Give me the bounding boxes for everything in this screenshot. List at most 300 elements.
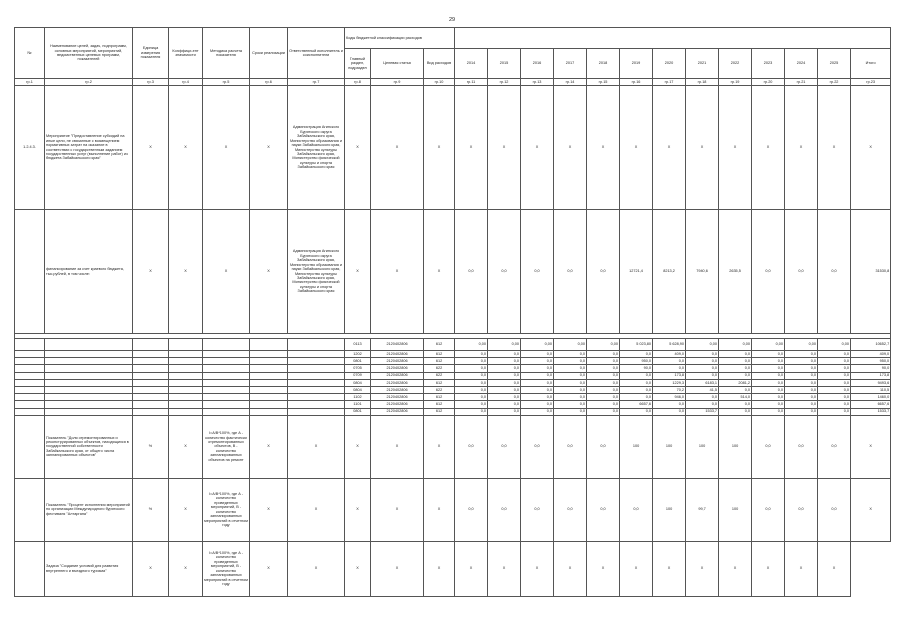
- indicator-1-year-value: 0,0: [455, 415, 488, 478]
- header-resp: Ответственный исполнитель и соисполнители: [288, 28, 345, 79]
- column-number: гр.16: [620, 79, 653, 86]
- indicator-1-method: I=A/B*100%, где А - количество фактически отремонтированных объектов, В - количество запланированных объектов на ремонт: [203, 415, 250, 478]
- cell-empty: [15, 408, 45, 415]
- detail-year-value: 0,0: [488, 401, 521, 408]
- detail-total: 90,0: [851, 365, 891, 372]
- detail-year-value: 5 628,90: [653, 339, 686, 351]
- event-row: [15, 86, 891, 210]
- detail-kind: 612: [424, 408, 455, 415]
- indicator-2-year-value: 0,0: [620, 478, 653, 541]
- cell-x: Х: [719, 541, 752, 596]
- detail-section: 0705: [345, 365, 371, 372]
- indicator-2-year-value: 100: [719, 478, 752, 541]
- detail-year-value: 0,00: [587, 339, 620, 351]
- detail-year-value: 0,0: [587, 372, 620, 379]
- cell-empty: [288, 365, 345, 372]
- cell-x: Х: [345, 210, 371, 334]
- column-number: гр.8: [345, 79, 371, 86]
- header-unit: Единица измерения показателя: [133, 28, 169, 79]
- cell-empty: [133, 408, 169, 415]
- detail-year-value: 0,0: [818, 394, 851, 401]
- column-number: гр.19: [719, 79, 752, 86]
- detail-year-value: 0,0: [587, 365, 620, 372]
- cell-empty: [203, 339, 250, 351]
- detail-year-value: 0,0: [719, 401, 752, 408]
- detail-year-value: 0,0: [752, 372, 785, 379]
- detail-year-value: 0,00: [818, 339, 851, 351]
- column-number: гр.17: [653, 79, 686, 86]
- indicator-1-unit: %: [133, 415, 169, 478]
- detail-year-value: 0,0: [488, 394, 521, 401]
- cell-empty: [169, 372, 203, 379]
- detail-year-value: 0,0: [554, 379, 587, 386]
- indicator-2-year-value: 0,0: [455, 478, 488, 541]
- cell-x: Х: [587, 86, 620, 210]
- cell-empty: [169, 351, 203, 358]
- cell-empty: [203, 408, 250, 415]
- detail-year-value: 1229,3: [653, 379, 686, 386]
- detail-year-value: 90,0: [620, 365, 653, 372]
- column-number: гр.23: [851, 79, 891, 86]
- detail-section: 1202: [345, 351, 371, 358]
- detail-row: [15, 351, 891, 358]
- cell-empty: [15, 401, 45, 408]
- detail-target: 2120402806: [371, 408, 424, 415]
- cell-empty: [133, 386, 169, 393]
- cell-empty: [133, 358, 169, 365]
- detail-year-value: 0,0: [785, 401, 818, 408]
- cell-empty: [250, 386, 288, 393]
- indicator-1-year-value: 100: [719, 415, 752, 478]
- column-number: гр.9: [371, 79, 424, 86]
- finance-year-value: 0,0: [521, 210, 554, 334]
- finance-name: финансирование за счет краевого бюджета, тыс.рублей, в том числе:: [45, 210, 133, 334]
- indicator-2-year-value: 99,7: [686, 478, 719, 541]
- detail-year-value: 0,0: [587, 358, 620, 365]
- header-years-group: [455, 28, 891, 49]
- detail-year-value: 0,0: [521, 372, 554, 379]
- cell-x: Х: [288, 541, 345, 596]
- detail-kind: 612: [424, 358, 455, 365]
- indicator-1-name: Показатель "Доля отремонтированных и реконструированных объектов, находящихся в государственной собственности Забайкальского края, от общего числа запланированных объектов": [45, 415, 133, 478]
- finance-year-value: 2635,5: [719, 210, 752, 334]
- cell-x: Х: [455, 541, 488, 596]
- cell-x: Х: [133, 541, 169, 596]
- cell-x: Х: [371, 541, 424, 596]
- finance-year-value: 0,0: [818, 210, 851, 334]
- detail-target: 2120402806: [371, 339, 424, 351]
- detail-year-value: 0,0: [818, 408, 851, 415]
- column-number: гр.21: [785, 79, 818, 86]
- detail-year-value: 946,0: [653, 394, 686, 401]
- cell-empty: [203, 365, 250, 372]
- detail-year-value: 0,0: [455, 372, 488, 379]
- detail-year-value: 0,0: [686, 351, 719, 358]
- detail-year-value: 0,0: [818, 386, 851, 393]
- detail-year-value: 0,0: [785, 379, 818, 386]
- detail-year-value: 0,0: [818, 401, 851, 408]
- detail-year-value: 1533,7: [686, 408, 719, 415]
- cell-x: Х: [250, 541, 288, 596]
- detail-year-value: 0,0: [587, 379, 620, 386]
- cell-empty: [15, 379, 45, 386]
- detail-year-value: 41,5: [686, 386, 719, 393]
- detail-kind: 622: [424, 372, 455, 379]
- cell-empty: [15, 478, 45, 541]
- cell-x: Х: [345, 86, 371, 210]
- detail-year-value: 0,0: [521, 408, 554, 415]
- detail-year-value: 6657,6: [620, 401, 653, 408]
- detail-year-value: 0,0: [752, 408, 785, 415]
- detail-year-value: 0,0: [488, 351, 521, 358]
- indicator-1-year-value: 100: [653, 415, 686, 478]
- cell-empty: [45, 379, 133, 386]
- cell-empty: [250, 372, 288, 379]
- detail-total: 1533,7: [851, 408, 891, 415]
- column-number: гр.3: [133, 79, 169, 86]
- header-target: Целевая статья: [371, 49, 424, 79]
- header-method: Методика расчета показателя: [203, 28, 250, 79]
- detail-year-value: 0,0: [785, 394, 818, 401]
- detail-year-value: 0,0: [686, 401, 719, 408]
- detail-target: 2120402806: [371, 379, 424, 386]
- cell-empty: [250, 339, 288, 351]
- header-year: 2022: [719, 49, 752, 79]
- detail-row: [15, 365, 891, 372]
- cell-empty: [288, 351, 345, 358]
- detail-target: 2120402806: [371, 358, 424, 365]
- cell-x: Х: [620, 541, 653, 596]
- indicator-1-year-value: 0,0: [785, 415, 818, 478]
- detail-year-value: 0,0: [653, 358, 686, 365]
- detail-year-value: 0,0: [785, 372, 818, 379]
- cell-x: Х: [455, 86, 488, 210]
- detail-year-value: 2081,2: [719, 379, 752, 386]
- detail-year-value: 0,0: [455, 379, 488, 386]
- detail-total: 9493,6: [851, 379, 891, 386]
- column-number: гр.10: [424, 79, 455, 86]
- indicator-1-year-value: 100: [620, 415, 653, 478]
- cell-empty: [45, 372, 133, 379]
- cell-x: Х: [169, 541, 203, 596]
- detail-year-value: 0,0: [686, 365, 719, 372]
- detail-year-value: 0,0: [554, 372, 587, 379]
- detail-year-value: 0,0: [587, 394, 620, 401]
- detail-year-value: 0,0: [785, 386, 818, 393]
- cell-empty: [169, 386, 203, 393]
- detail-year-value: 0,0: [554, 401, 587, 408]
- detail-year-value: 409,0: [653, 351, 686, 358]
- header-year: 2025: [818, 49, 851, 79]
- detail-year-value: 0,0: [752, 401, 785, 408]
- detail-year-value: 0,0: [554, 408, 587, 415]
- cell-x: Х: [554, 86, 587, 210]
- indicator-1-total: Х: [851, 415, 891, 478]
- detail-year-value: 0,0: [455, 358, 488, 365]
- cell-x: Х: [620, 86, 653, 210]
- detail-year-value: 0,0: [587, 408, 620, 415]
- cell-empty: [15, 351, 45, 358]
- page-number: 29: [448, 17, 456, 23]
- finance-year-value: 0,0: [785, 210, 818, 334]
- detail-year-value: 0,0: [554, 365, 587, 372]
- detail-year-value: 70,2: [653, 386, 686, 393]
- program-table: [14, 27, 891, 597]
- detail-year-value: 0,0: [554, 358, 587, 365]
- finance-year-value: 0,0: [752, 210, 785, 334]
- detail-section: 0113: [345, 339, 371, 351]
- detail-year-value: 0,0: [653, 408, 686, 415]
- cell-empty: [15, 394, 45, 401]
- cell-x: Х: [169, 210, 203, 334]
- detail-year-value: 0,0: [521, 401, 554, 408]
- cell-empty: [288, 394, 345, 401]
- cell-x: Х: [424, 210, 455, 334]
- detail-section: 0801: [345, 408, 371, 415]
- cell-x: Х: [818, 541, 851, 596]
- detail-year-value: 5 023,80: [620, 339, 653, 351]
- detail-section: 1102: [345, 394, 371, 401]
- detail-target: 2120402806: [371, 365, 424, 372]
- detail-year-value: 0,0: [521, 358, 554, 365]
- header-budget-codes: Коды бюджетной классификации расходов: [345, 28, 455, 49]
- cell-x: Х: [587, 541, 620, 596]
- column-number: гр.14: [554, 79, 587, 86]
- detail-section: 0801: [345, 358, 371, 365]
- detail-year-value: 0,0: [719, 372, 752, 379]
- cell-empty: [45, 401, 133, 408]
- column-number: гр.2: [45, 79, 133, 86]
- cell-empty: [288, 379, 345, 386]
- cell-x: Х: [371, 415, 424, 478]
- cell-x: Х: [719, 86, 752, 210]
- detail-year-value: 0,00: [686, 339, 719, 351]
- detail-year-value: 0,0: [488, 372, 521, 379]
- detail-year-value: 0,0: [488, 365, 521, 372]
- detail-year-value: 0,0: [488, 358, 521, 365]
- detail-kind: 612: [424, 379, 455, 386]
- detail-row: [15, 339, 891, 351]
- cell-empty: [250, 379, 288, 386]
- cell-x: Х: [133, 86, 169, 210]
- cell-empty: [288, 372, 345, 379]
- detail-total: 950,0: [851, 358, 891, 365]
- detail-year-value: 0,0: [752, 358, 785, 365]
- detail-year-value: 0,0: [620, 351, 653, 358]
- cell-empty: [250, 394, 288, 401]
- cell-empty: [15, 541, 45, 596]
- cell-x: Х: [169, 86, 203, 210]
- detail-year-value: 0,0: [620, 394, 653, 401]
- cell-x: Х: [521, 541, 554, 596]
- cell-empty: [133, 339, 169, 351]
- detail-year-value: 0,0: [719, 351, 752, 358]
- column-number: гр.5: [203, 79, 250, 86]
- cell-x: Х: [288, 478, 345, 541]
- cell-empty: [169, 365, 203, 372]
- indicator-2-year-value: 0,0: [488, 478, 521, 541]
- indicator-1-year-value: 100: [686, 415, 719, 478]
- detail-year-value: 0,0: [455, 386, 488, 393]
- column-number: гр.22: [818, 79, 851, 86]
- cell-empty: [169, 401, 203, 408]
- cell-x: Х: [371, 210, 424, 334]
- finance-year-value: 0,0: [488, 210, 521, 334]
- cell-x: Х: [169, 415, 203, 478]
- finance-year-value: 8213,2: [653, 210, 686, 334]
- finance-year-value: 0,0: [455, 210, 488, 334]
- detail-year-value: 0,0: [752, 386, 785, 393]
- detail-year-value: 0,0: [785, 365, 818, 372]
- task-method: I=A/B*100%, где А - количество проведенных мероприятий, В - количество запланированных мероприятий в отчетном году: [203, 541, 250, 596]
- detail-year-value: 0,0: [653, 401, 686, 408]
- header-year: 2021: [686, 49, 719, 79]
- cell-empty: [133, 351, 169, 358]
- indicator-1-year-value: 0,0: [587, 415, 620, 478]
- detail-kind: 612: [424, 401, 455, 408]
- task-name: Задача "Создание условий для развития внутреннего и въездного туризма": [45, 541, 133, 596]
- detail-year-value: 0,0: [818, 372, 851, 379]
- finance-row: [15, 210, 891, 334]
- cell-empty: [288, 386, 345, 393]
- detail-year-value: 0,0: [752, 365, 785, 372]
- detail-year-value: 173,8: [653, 372, 686, 379]
- cell-empty: [133, 401, 169, 408]
- cell-empty: [45, 394, 133, 401]
- detail-year-value: 0,0: [818, 379, 851, 386]
- detail-section: 0804: [345, 386, 371, 393]
- column-number: гр.6: [250, 79, 288, 86]
- cell-empty: [288, 401, 345, 408]
- task-row: [15, 541, 891, 596]
- cell-empty: [15, 415, 45, 478]
- indicator-2-total: Х: [851, 478, 891, 541]
- cell-empty: [15, 365, 45, 372]
- detail-target: 2120402806: [371, 401, 424, 408]
- header-coef: Коэффици-ент значимости: [169, 28, 203, 79]
- indicator-2-unit: %: [133, 478, 169, 541]
- header-row-1: [15, 28, 891, 49]
- cell-empty: [250, 358, 288, 365]
- detail-year-value: 0,00: [785, 339, 818, 351]
- cell-empty: [169, 358, 203, 365]
- detail-year-value: 0,0: [488, 408, 521, 415]
- indicator-2-year-value: 0,0: [785, 478, 818, 541]
- header-year: 2014: [455, 49, 488, 79]
- detail-section: 1101: [345, 401, 371, 408]
- header-kind: Вид расходов: [424, 49, 455, 79]
- header-year: 2024: [785, 49, 818, 79]
- detail-year-value: 0,0: [752, 379, 785, 386]
- cell-empty: [133, 394, 169, 401]
- cell-empty: [15, 386, 45, 393]
- detail-year-value: 0,0: [521, 351, 554, 358]
- indicator-2-year-value: 0,0: [587, 478, 620, 541]
- detail-year-value: 950,0: [620, 358, 653, 365]
- detail-year-value: 0,0: [785, 408, 818, 415]
- indicator-1-year-value: 0,0: [488, 415, 521, 478]
- detail-target: 2120402806: [371, 394, 424, 401]
- detail-year-value: 0,0: [620, 379, 653, 386]
- cell-x: Х: [752, 541, 785, 596]
- cell-x: Х: [686, 86, 719, 210]
- header-year: 2020: [653, 49, 686, 79]
- cell-empty: [45, 386, 133, 393]
- finance-year-value: 7940,6: [686, 210, 719, 334]
- cell-x: Х: [424, 541, 455, 596]
- detail-section: 0709: [345, 372, 371, 379]
- cell-empty: [203, 372, 250, 379]
- cell-empty: [250, 351, 288, 358]
- cell-empty: [203, 401, 250, 408]
- cell-empty: [15, 358, 45, 365]
- detail-year-value: 0,00: [488, 339, 521, 351]
- header-section: Главный раздел, подраздел: [345, 49, 371, 79]
- cell-empty: [169, 339, 203, 351]
- detail-year-value: 0,0: [653, 365, 686, 372]
- indicator-2-year-value: 100: [653, 478, 686, 541]
- detail-year-value: 0,0: [686, 394, 719, 401]
- indicator-row-1: [15, 415, 891, 478]
- header-year: 2017: [554, 49, 587, 79]
- cell-x: Х: [371, 478, 424, 541]
- detail-year-value: 0,0: [719, 365, 752, 372]
- detail-year-value: 514,0: [719, 394, 752, 401]
- column-number: гр.15: [587, 79, 620, 86]
- cell-x: Х: [851, 86, 891, 210]
- cell-x: Х: [250, 415, 288, 478]
- cell-empty: [250, 365, 288, 372]
- cell-x: Х: [653, 541, 686, 596]
- event-name: Мероприятие "Предоставление субсидий на иные цели, не связанные с возмещением нормативных затрат на оказание в соответствии с государственным заданием государственных услуг (выполнение работ) из бюджета Забайкальского края": [45, 86, 133, 210]
- cell-empty: [250, 408, 288, 415]
- detail-total: 10652,7: [851, 339, 891, 351]
- cell-x: Х: [554, 541, 587, 596]
- indicator-2-year-value: 0,0: [818, 478, 851, 541]
- detail-row: [15, 379, 891, 386]
- detail-row: [15, 372, 891, 379]
- detail-year-value: 0,00: [719, 339, 752, 351]
- cell-x: Х: [203, 86, 250, 210]
- finance-year-value: 0,0: [554, 210, 587, 334]
- detail-section: 0804: [345, 379, 371, 386]
- finance-resp: Администрация Агинского Бурятского округа Забайкальского края, Министерство образования и науки Забайкальского края, Министерство культуры Забайкальского края, Министерство физической культуры и спорта Забайкальского края: [288, 210, 345, 334]
- detail-year-value: 0,00: [554, 339, 587, 351]
- cell-x: Х: [250, 86, 288, 210]
- detail-year-value: 0,0: [521, 394, 554, 401]
- cell-x: Х: [288, 415, 345, 478]
- detail-row: [15, 358, 891, 365]
- cell-empty: [250, 401, 288, 408]
- indicator-1-year-value: 0,0: [521, 415, 554, 478]
- cell-empty: [203, 379, 250, 386]
- event-no: 1.2.4.3.: [15, 86, 45, 210]
- cell-empty: [133, 379, 169, 386]
- cell-x: Х: [785, 541, 818, 596]
- cell-empty: [203, 386, 250, 393]
- detail-year-value: 0,0: [785, 358, 818, 365]
- detail-year-value: 0,0: [719, 408, 752, 415]
- cell-empty: [169, 379, 203, 386]
- header-year: 2018: [587, 49, 620, 79]
- detail-year-value: 0,0: [455, 351, 488, 358]
- detail-year-value: 0,0: [554, 394, 587, 401]
- column-number: гр.20: [752, 79, 785, 86]
- detail-row: [15, 394, 891, 401]
- cell-x: Х: [752, 86, 785, 210]
- detail-year-value: 0,00: [752, 339, 785, 351]
- detail-year-value: 0,0: [455, 394, 488, 401]
